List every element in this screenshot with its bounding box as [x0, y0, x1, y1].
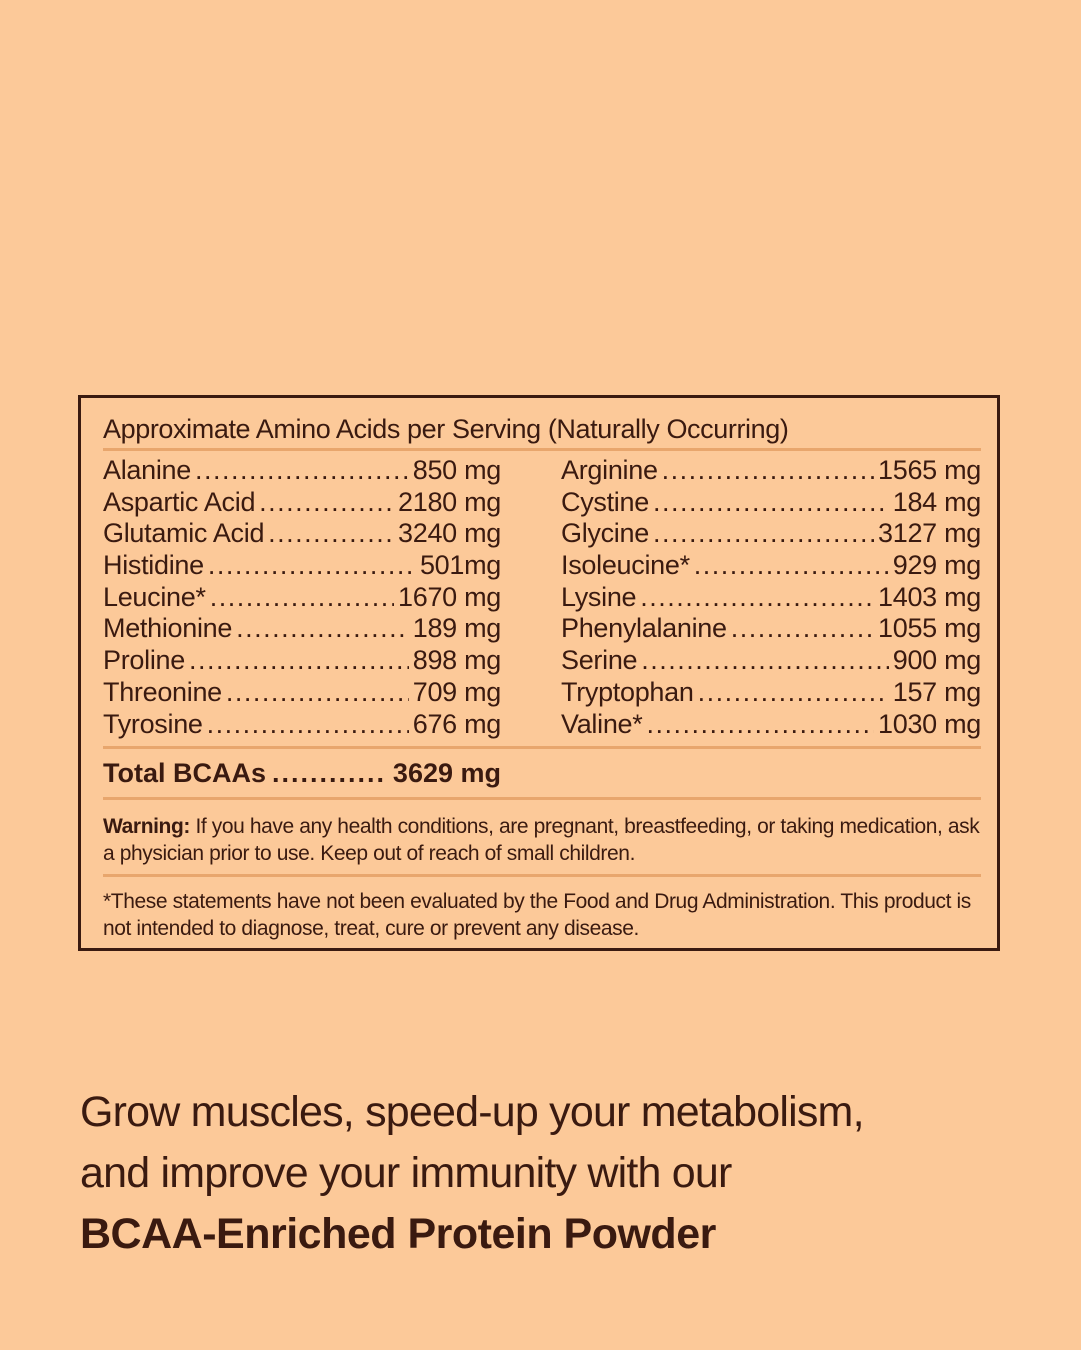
amino-row	[561, 645, 981, 677]
amino-name: Histidine	[103, 550, 204, 581]
amino-value: 898 mg	[412, 645, 501, 676]
amino-acid-columns	[103, 455, 981, 740]
amino-acid-panel	[78, 395, 1000, 951]
amino-value: 709 mg	[412, 676, 501, 707]
amino-value: 3240 mg	[398, 518, 501, 549]
amino-name: Leucine*	[103, 581, 206, 612]
leader-dots	[662, 455, 874, 487]
total-value: 3629 mg	[392, 758, 501, 789]
amino-row	[561, 550, 981, 582]
amino-value: 1403 mg	[878, 581, 981, 612]
leader-dots	[210, 582, 394, 614]
amino-row	[561, 487, 981, 519]
amino-value: 189 mg	[412, 613, 501, 644]
leader-dots	[698, 677, 889, 709]
amino-name: Arginine	[561, 455, 658, 485]
leader-dots	[195, 455, 409, 487]
amino-name: Serine	[561, 645, 638, 676]
warning-text	[103, 804, 981, 874]
amino-name: Methionine	[103, 613, 233, 644]
amino-row	[561, 455, 981, 487]
amino-name: Isoleucine*	[561, 550, 690, 581]
leader-dots	[207, 709, 409, 741]
amino-name: Phenylalanine	[561, 613, 727, 644]
amino-row	[103, 550, 501, 582]
leader-dots	[226, 677, 409, 709]
leader-dots	[208, 550, 416, 582]
amino-name: Lysine	[561, 581, 637, 612]
amino-value: 3127 mg	[878, 518, 981, 549]
amino-name: Alanine	[103, 455, 191, 485]
amino-row	[103, 518, 501, 550]
amino-name: Glutamic Acid	[103, 518, 265, 549]
amino-value: 1030 mg	[878, 708, 981, 739]
leader-dots	[653, 487, 889, 519]
leader-dots	[236, 613, 409, 645]
amino-name: Valine*	[561, 708, 643, 739]
right-column	[561, 455, 981, 740]
fda-disclaimer: *These statements have not been evaluated by the Food and Drug Administration. This product is not intended to diagnose, treat, cure or prevent any disease.	[103, 890, 971, 941]
divider	[103, 797, 981, 800]
leader-dots	[268, 518, 394, 550]
warning-label: Warning:	[103, 815, 191, 839]
leader-dots	[189, 645, 409, 677]
total-bcaas-row	[103, 749, 501, 797]
total-label: Total BCAAs	[103, 758, 267, 789]
amino-value: 1055 mg	[878, 613, 981, 644]
amino-name: Tryptophan	[561, 676, 694, 707]
amino-row	[561, 709, 981, 741]
amino-row	[103, 677, 501, 709]
warning-body: If you have any health conditions, are pregnant, breastfeeding, or taking medication, ask a physician prior to use. Keep out of reach of small children.	[103, 815, 980, 866]
amino-name: Proline	[103, 645, 185, 676]
leader-dots	[640, 582, 874, 614]
amino-value: 676 mg	[412, 708, 501, 739]
leader-dots	[694, 550, 889, 582]
leader-dots	[653, 518, 874, 550]
amino-row	[103, 645, 501, 677]
amino-value: 929 mg	[892, 550, 981, 581]
amino-value: 1670 mg	[398, 581, 501, 612]
amino-value: 2180 mg	[398, 486, 501, 517]
leader-dots	[646, 709, 874, 741]
amino-row	[103, 709, 501, 741]
amino-name: Cystine	[561, 486, 649, 517]
amino-name: Glycine	[561, 518, 649, 549]
divider	[103, 874, 981, 877]
amino-value: 1565 mg	[878, 455, 981, 485]
amino-value: 900 mg	[892, 645, 981, 676]
tagline	[80, 1082, 1040, 1265]
amino-row	[561, 518, 981, 550]
amino-row	[561, 582, 981, 614]
amino-row	[561, 613, 981, 645]
leader-dots	[272, 749, 387, 797]
amino-name: Tyrosine	[103, 708, 203, 739]
divider	[103, 448, 981, 451]
left-column	[103, 455, 501, 740]
tagline-line-1: Grow muscles, speed-up your metabolism,	[80, 1088, 864, 1136]
amino-name: Aspartic Acid	[103, 486, 256, 517]
leader-dots	[641, 645, 888, 677]
amino-value: 501mg	[419, 550, 501, 581]
product-name: BCAA-Enriched Protein Powder	[80, 1210, 716, 1258]
tagline-line-2: and improve your immunity with our	[80, 1149, 732, 1197]
amino-row	[103, 487, 501, 519]
amino-row	[561, 677, 981, 709]
amino-row	[103, 455, 501, 487]
leader-dots	[731, 613, 874, 645]
amino-value: 184 mg	[892, 486, 981, 517]
amino-name: Threonine	[103, 676, 222, 707]
amino-row	[103, 582, 501, 614]
amino-value: 157 mg	[892, 676, 981, 707]
panel-title: Approximate Amino Acids per Serving (Naturally Occurring)	[103, 414, 789, 444]
leader-dots	[259, 487, 394, 519]
amino-value: 850 mg	[412, 455, 501, 485]
amino-row	[103, 613, 501, 645]
